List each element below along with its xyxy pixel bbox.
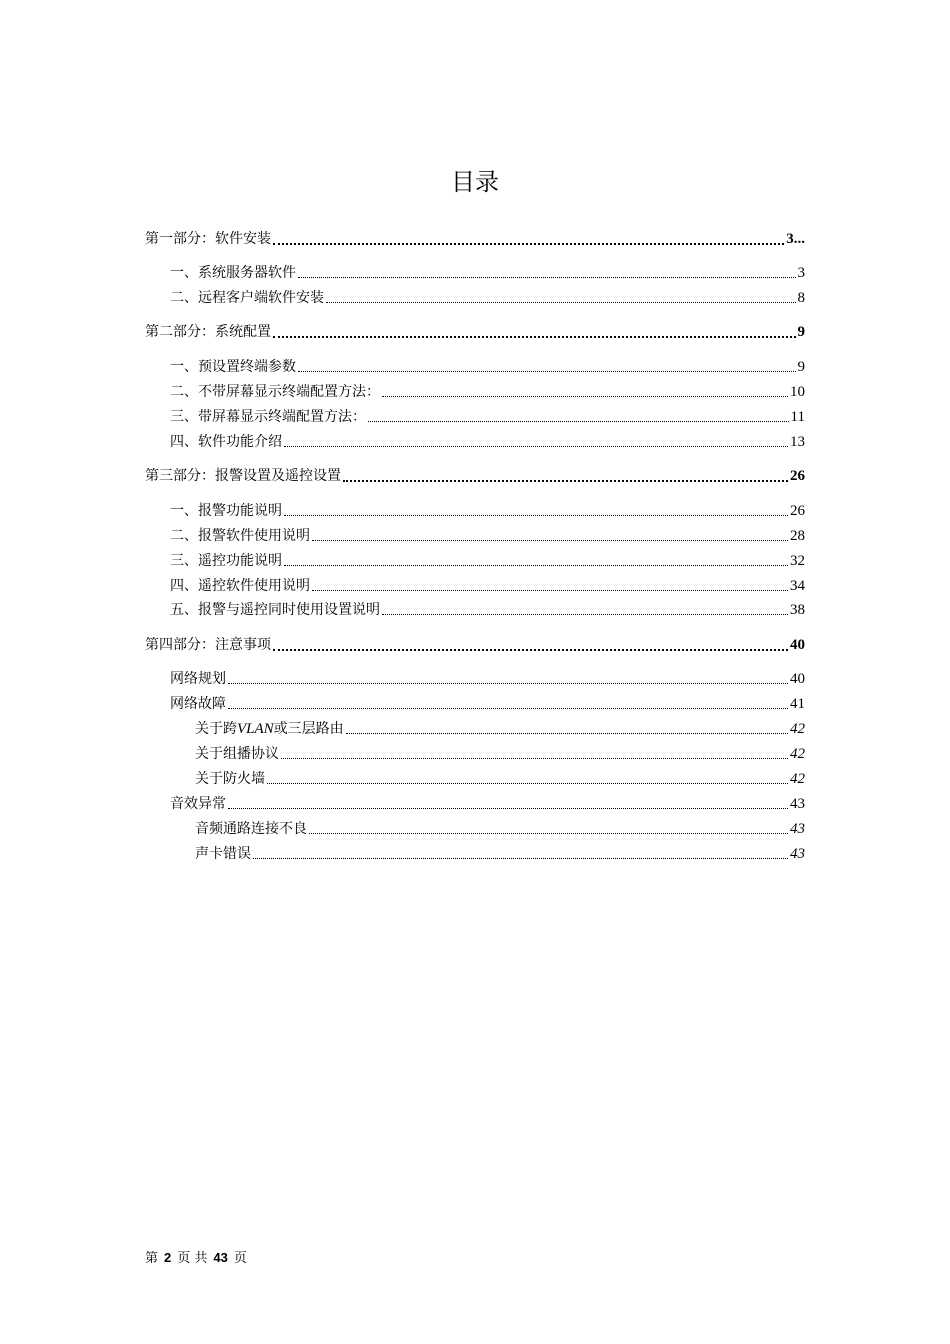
toc-page-number: 42 bbox=[790, 721, 805, 737]
toc-page-number: 11 bbox=[790, 409, 805, 425]
toc-leader bbox=[253, 857, 788, 859]
toc-entry[interactable] bbox=[195, 841, 805, 863]
toc-entry[interactable] bbox=[170, 498, 805, 520]
toc-leader bbox=[284, 445, 788, 447]
toc-leader bbox=[312, 589, 788, 591]
toc-entry-label: 第四部分：注意事项 bbox=[145, 637, 271, 653]
toc-entry-label: 一、系统服务器软件 bbox=[170, 265, 296, 281]
toc-label-part: 或三层路由 bbox=[273, 721, 344, 737]
toc-entry-label: 一、预设置终端参数 bbox=[170, 359, 296, 375]
toc-entry[interactable] bbox=[195, 716, 805, 738]
toc-entry-label: 声卡错误 bbox=[195, 846, 251, 862]
toc-entry[interactable] bbox=[195, 816, 805, 838]
footer-total-pages: 43 bbox=[213, 1250, 228, 1265]
toc-entry-label: 二、远程客户端软件安装 bbox=[170, 290, 324, 306]
toc-entry-label: 四、遥控软件使用说明 bbox=[170, 578, 310, 594]
toc-entry-label: 第一部分：软件安装 bbox=[145, 231, 271, 247]
footer-current-page: 2 bbox=[164, 1250, 172, 1265]
toc-page-number: 8 bbox=[797, 290, 805, 306]
toc-leader bbox=[382, 613, 788, 615]
toc-page-number: 40 bbox=[790, 637, 805, 653]
toc-leader bbox=[382, 395, 788, 397]
toc-leader bbox=[309, 832, 788, 834]
footer-mid: 页 共 bbox=[177, 1251, 208, 1266]
toc-entry-label: 二、不带屏幕显示终端配置方法： bbox=[170, 384, 380, 400]
toc-page-number: 34 bbox=[790, 578, 805, 594]
toc-entry-part-2[interactable] bbox=[145, 319, 805, 341]
toc-page-number: 9 bbox=[797, 359, 805, 375]
toc-page-number: 43 bbox=[790, 846, 805, 862]
toc-page-number: 38 bbox=[790, 602, 805, 618]
toc-entry[interactable] bbox=[170, 404, 805, 426]
toc-leader bbox=[273, 335, 796, 338]
toc-page-number: 3 bbox=[797, 265, 805, 281]
toc-leader bbox=[298, 276, 796, 278]
toc-page-number: 43 bbox=[790, 796, 805, 812]
page-title: 目录 bbox=[451, 168, 499, 196]
toc-entry-label: 二、报警软件使用说明 bbox=[170, 528, 310, 544]
toc-entry-label bbox=[195, 720, 344, 738]
toc-page-number: 32 bbox=[790, 553, 805, 569]
toc-entry-part-3[interactable] bbox=[145, 463, 805, 485]
toc-entry-label: 第三部分：报警设置及遥控设置 bbox=[145, 468, 341, 484]
toc-entry[interactable] bbox=[170, 548, 805, 570]
toc-entry[interactable] bbox=[170, 379, 805, 401]
toc-page-number: 42 bbox=[790, 771, 805, 787]
toc-leader bbox=[284, 514, 788, 516]
toc-page-number: 26 bbox=[790, 468, 805, 484]
toc-entry-label: 音效异常 bbox=[170, 796, 226, 812]
toc-page-number: 40 bbox=[790, 671, 805, 687]
toc-page-number: 28 bbox=[790, 528, 805, 544]
toc-entry-label: 三、带屏幕显示终端配置方法： bbox=[170, 409, 366, 425]
toc-entry[interactable] bbox=[170, 666, 805, 688]
toc-entry[interactable] bbox=[195, 766, 805, 788]
toc-page-number: 10 bbox=[790, 384, 805, 400]
toc-entry[interactable] bbox=[170, 573, 805, 595]
toc-entry-label: 音频通路连接不良 bbox=[195, 821, 307, 837]
toc-page-number: 43 bbox=[790, 821, 805, 837]
toc-entry[interactable] bbox=[170, 691, 805, 713]
toc-leader bbox=[346, 732, 788, 734]
toc-leader bbox=[228, 682, 788, 684]
toc-entry-label: 四、软件功能介绍 bbox=[170, 434, 282, 450]
toc-label-part: 关于跨 bbox=[195, 721, 237, 737]
toc-leader bbox=[273, 648, 788, 651]
toc-label-latin: VLAN bbox=[237, 721, 274, 737]
toc-entry[interactable] bbox=[195, 741, 805, 763]
toc-leader bbox=[312, 539, 788, 541]
toc-leader bbox=[267, 782, 788, 784]
toc-entry[interactable] bbox=[170, 260, 805, 282]
toc-page-number: 26 bbox=[790, 503, 805, 519]
toc-entry[interactable] bbox=[170, 791, 805, 813]
toc-leader bbox=[343, 479, 788, 482]
toc-entry-part-4[interactable] bbox=[145, 632, 805, 654]
footer-suffix: 页 bbox=[233, 1251, 247, 1266]
toc-leader bbox=[228, 707, 788, 709]
toc-leader bbox=[368, 420, 789, 422]
toc-entry[interactable] bbox=[170, 354, 805, 376]
toc-leader bbox=[273, 242, 784, 245]
toc-entry[interactable] bbox=[170, 523, 805, 545]
toc-entry[interactable] bbox=[170, 285, 805, 307]
toc-page-number: 41 bbox=[790, 696, 805, 712]
toc-entry-label: 三、遥控功能说明 bbox=[170, 553, 282, 569]
toc-entry-label: 第二部分：系统配置 bbox=[145, 324, 271, 340]
footer-prefix: 第 bbox=[145, 1251, 159, 1266]
toc-entry[interactable] bbox=[170, 597, 805, 619]
toc-page-number: 13 bbox=[790, 434, 805, 450]
toc-page-number: 9 bbox=[797, 324, 805, 340]
toc-entry-label: 关于防火墙 bbox=[195, 771, 265, 787]
toc-entry-label: 一、报警功能说明 bbox=[170, 503, 282, 519]
toc-page-number: 3... bbox=[786, 231, 805, 247]
toc-leader bbox=[284, 564, 788, 566]
page-footer bbox=[145, 1249, 253, 1268]
toc-entry-label: 五、报警与遥控同时使用设置说明 bbox=[170, 602, 380, 618]
toc-leader bbox=[281, 757, 788, 759]
toc-leader bbox=[228, 807, 788, 809]
toc-entry-label: 网络故障 bbox=[170, 696, 226, 712]
toc-entry[interactable] bbox=[170, 429, 805, 451]
toc-leader bbox=[326, 301, 796, 303]
toc-entry-label: 网络规划 bbox=[170, 671, 226, 687]
toc-leader bbox=[298, 370, 796, 372]
toc-entry-label: 关于组播协议 bbox=[195, 746, 279, 762]
toc-entry-part-1[interactable] bbox=[145, 226, 805, 248]
toc-page-number: 42 bbox=[790, 746, 805, 762]
